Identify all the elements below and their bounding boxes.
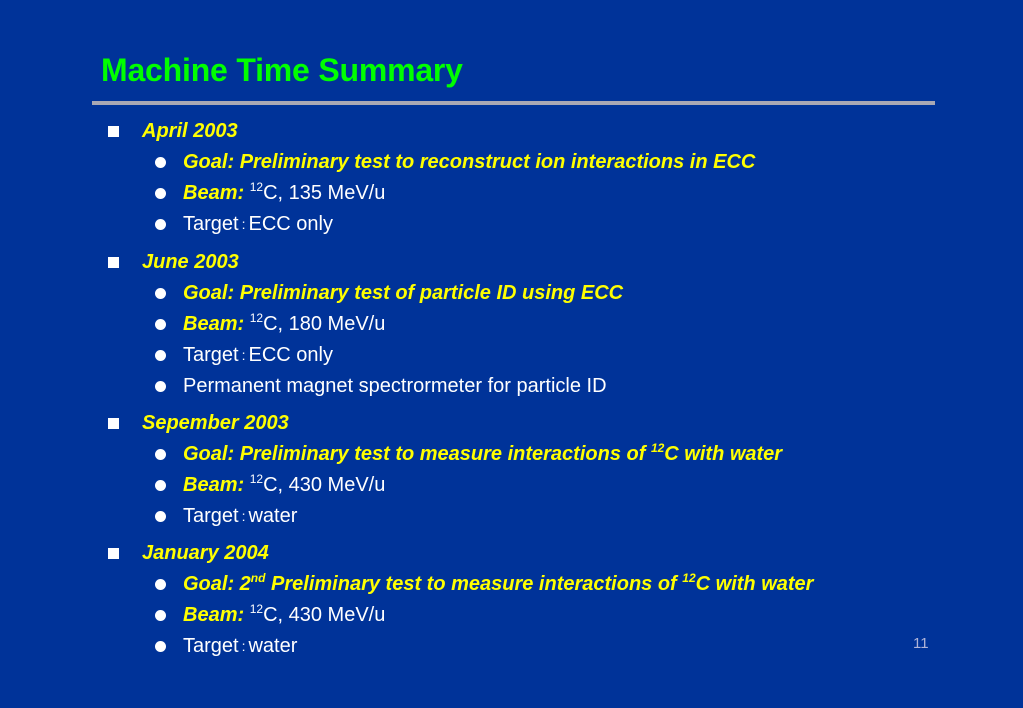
goal-text-end: C with water (664, 443, 783, 465)
beam-text: C, 430 MeV/u (263, 604, 386, 626)
section-heading-text: Sepember 2003 (142, 412, 289, 434)
round-bullet-icon (155, 219, 166, 230)
extra-text: Permanent magnet spectrormeter for particle ID (183, 375, 607, 397)
round-bullet-icon (155, 610, 166, 621)
goal-mass-number: 12 (682, 571, 696, 585)
round-bullet-icon (155, 641, 166, 652)
beam-text: C, 180 MeV/u (263, 313, 386, 335)
target-label: Target (183, 635, 239, 657)
goal-label: Goal: (183, 282, 235, 304)
beam-mass-number: 12 (249, 180, 264, 194)
round-bullet-icon (155, 188, 166, 199)
goal-mass-number: 12 (650, 441, 665, 455)
round-bullet-icon (155, 350, 166, 361)
beam-mass-number: 12 (249, 311, 264, 325)
round-bullet-icon (155, 449, 166, 460)
beam-label: Beam: (183, 474, 245, 496)
title-divider (92, 101, 935, 105)
round-bullet-icon (155, 319, 166, 330)
goal-ordinal-suffix: nd (250, 571, 266, 585)
beam-text: C, 135 MeV/u (263, 182, 386, 204)
beam-mass-number: 12 (249, 472, 264, 486)
target-separator: : (241, 216, 246, 232)
beam-label: Beam: (183, 604, 245, 626)
target-text: ECC only (248, 344, 333, 366)
square-bullet-icon (108, 257, 119, 268)
target-text: ECC only (248, 213, 333, 235)
target-label: Target (183, 505, 239, 527)
goal-label: Goal: 2 (183, 573, 251, 595)
slide-number: 11 (913, 635, 929, 652)
target-separator: : (241, 347, 246, 363)
target-text: water (248, 635, 298, 657)
goal-label: Goal: (183, 151, 235, 173)
section-heading-text: April 2003 (142, 120, 238, 142)
goal-text-end: C with water (695, 573, 814, 595)
beam-mass-number: 12 (249, 602, 264, 616)
section-heading-text: June 2003 (142, 251, 239, 273)
square-bullet-icon (108, 126, 119, 137)
target-separator: : (241, 638, 246, 654)
slide-title: Machine Time Summary (101, 52, 463, 88)
beam-text: C, 430 MeV/u (263, 474, 386, 496)
goal-text: Preliminary test to measure interactions of (271, 573, 677, 595)
goal-text: Preliminary test to measure interactions of (239, 443, 646, 465)
round-bullet-icon (155, 157, 166, 168)
round-bullet-icon (155, 579, 166, 590)
round-bullet-icon (155, 288, 166, 299)
target-separator: : (241, 508, 246, 524)
beam-label: Beam: (183, 313, 245, 335)
target-label: Target (183, 344, 239, 366)
section-heading-text: January 2004 (142, 542, 269, 564)
square-bullet-icon (108, 548, 119, 559)
square-bullet-icon (108, 418, 119, 429)
goal-label: Goal: (183, 443, 235, 465)
round-bullet-icon (155, 480, 166, 491)
goal-text: Preliminary test to reconstruct ion interactions in ECC (239, 151, 756, 173)
round-bullet-icon (155, 511, 166, 522)
beam-label: Beam: (183, 182, 245, 204)
round-bullet-icon (155, 381, 166, 392)
goal-text: Preliminary test of particle ID using ECC (239, 282, 624, 304)
target-label: Target (183, 213, 239, 235)
target-text: water (248, 505, 298, 527)
